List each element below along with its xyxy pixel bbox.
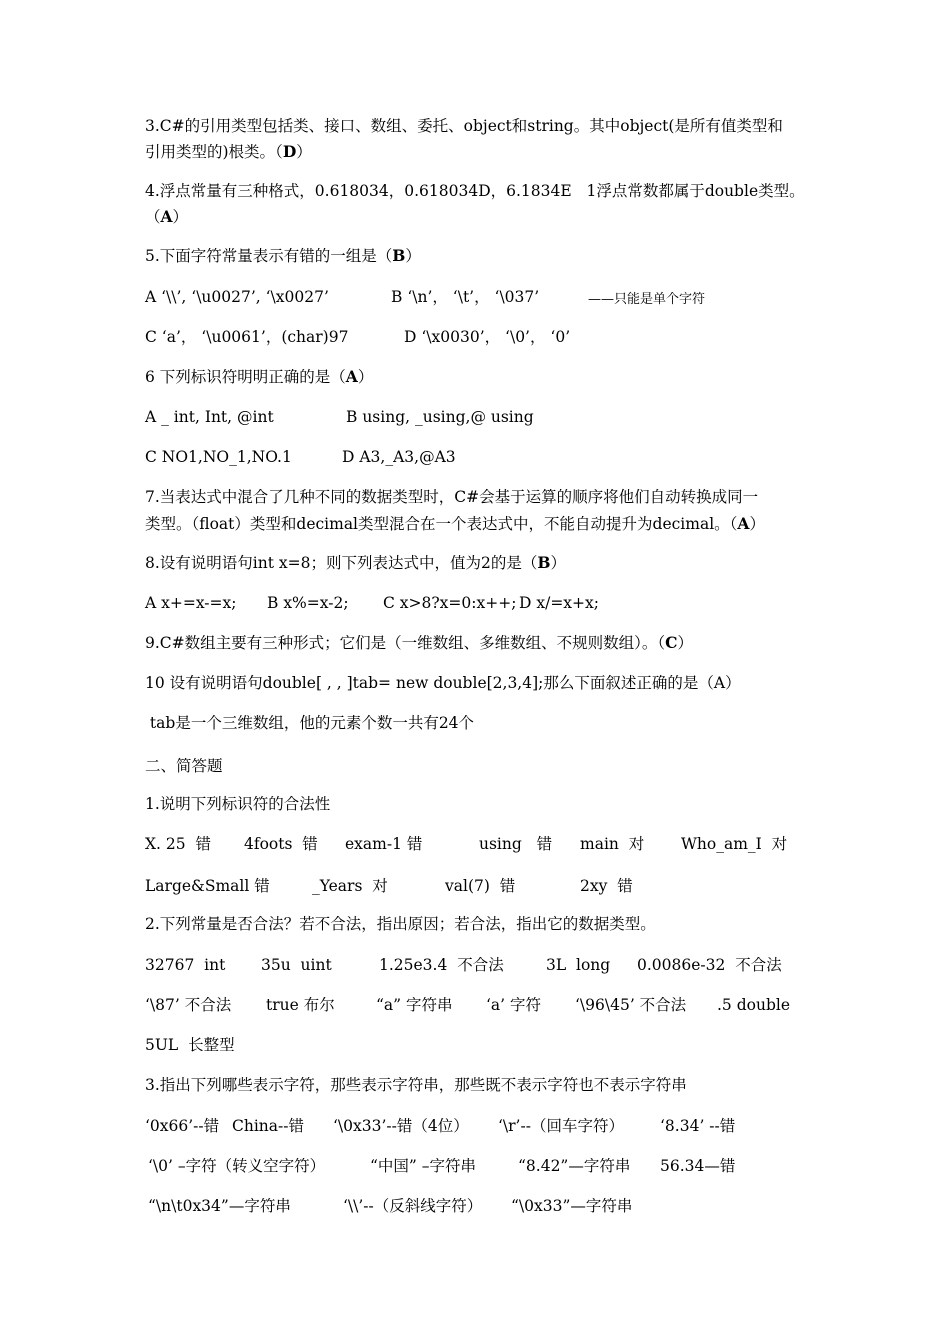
s2-r1-item: 35u uint [261, 956, 332, 974]
q9-close: ） [677, 634, 693, 652]
q6-option-b: B using, _using,@ using [346, 408, 534, 426]
s2-r2-item: ‘\87’ 不合法 [145, 996, 232, 1014]
q8-close: ） [550, 554, 566, 572]
s1-r2-item: val(7) 错 [445, 877, 516, 895]
s2-r2-item: “a” 字符串 [376, 996, 453, 1014]
q3-line2 [145, 142, 312, 162]
q9-answer: C [665, 633, 678, 652]
s2-r2-item: .5 double [717, 996, 791, 1014]
s2-question: 2.下列常量是否合法？若不合法，指出原因；若合法，指出它的数据类型。 [145, 915, 656, 933]
q8-text: 8.设有说明语句int x=8；则下列表达式中，值为2的是（ [145, 554, 538, 572]
s2-r1-item: 0.0086e-32 不合法 [637, 956, 782, 974]
section-title: 二、简答题 [145, 757, 223, 775]
q5-option-c: C ‘a’， ‘\u0061’，(char)97 [145, 328, 349, 346]
q6-close: ） [357, 368, 374, 386]
s1-question: 1.说明下列标识符的合法性 [145, 795, 331, 813]
s2-r1-item: 1.25e3.4 不合法 [379, 956, 504, 974]
q9-text: 9.C#数组主要有三种形式；它们是（一维数组、多维数组、不规则数组）。（ [145, 634, 666, 652]
q10-answer: tab是一个三维数组，他的元素个数一共有24个 [145, 714, 475, 732]
s1-r2-item: Large&Small 错 [145, 877, 270, 895]
s3-r3-item: “\n\t0x34”—字符串 [148, 1197, 291, 1215]
s2-r2-item: ‘a’ 字符 [486, 996, 542, 1014]
q3-close: ） [296, 143, 312, 161]
q5-option-a: A ‘\\’, ‘\u0027’, ‘\x0027’ [145, 288, 329, 306]
s1-r1-item: main 对 [580, 835, 645, 853]
q8-question [145, 553, 566, 573]
q8-answer: B [537, 553, 551, 572]
q6-question [145, 367, 373, 387]
s3-r1-item: China--错 [232, 1117, 304, 1135]
q5-note: ——只能是单个字符 [588, 292, 706, 307]
s1-r1-item: 4foots 错 [244, 835, 318, 853]
s3-r3-item: ‘\\’--（反斜线字符） [343, 1197, 483, 1215]
q7-line1: 7.当表达式中混合了几种不同的数据类型时，C#会基于运算的顺序将他们自动转换成同一 [145, 488, 759, 506]
s3-r1-item: ‘8.34’ --错 [660, 1117, 736, 1135]
s2-r1-item: 32767 int [145, 956, 226, 974]
s3-r2-item: ‘\0’ –字符（转义空字符） [148, 1157, 326, 1175]
s1-r1-item: using 错 [479, 835, 553, 853]
q8-option-b: B x%=x-2; [267, 594, 349, 612]
s3-r1-item: ‘\r’--（回车字符） [498, 1117, 624, 1135]
q3-line1: 3.C#的引用类型包括类、接口、数组、委托、object和string。其中object(是所有值类型和 [145, 117, 783, 135]
q8-option-a: A x+=x-=x; [145, 594, 237, 612]
s3-r1-item: ‘0x66’--错 [145, 1117, 220, 1135]
q9-question [145, 633, 693, 653]
q6-option-a: A _ int, Int, @int [145, 408, 274, 426]
q5-question [145, 246, 421, 266]
q8-option-d: D x/=x+x; [519, 594, 599, 612]
s1-r2-item: 2xy 错 [580, 877, 633, 895]
q10-question: 10 设有说明语句double[ , , ]tab= new double[2,3,4];那么下面叙述正确的是（A） [145, 674, 741, 692]
s2-r3-item: 5UL 长整型 [145, 1036, 235, 1054]
s1-r2-item: _Years 对 [312, 877, 388, 895]
q7-text: 类型。（float）类型和decimal类型混合在一个表达式中，不能自动提升为decimal。（ [145, 515, 738, 533]
s3-r1-item: ‘\0x33’--错（4位） [333, 1117, 469, 1135]
q4-answer: A [160, 207, 173, 226]
q5-answer: B [392, 246, 406, 265]
q6-answer: A [345, 367, 358, 386]
s1-r1-item: X. 25 错 [145, 835, 211, 853]
q6-text: 6 下列标识符明明正确的是（ [145, 368, 346, 386]
q3-answer: D [282, 142, 297, 161]
q4-close: ） [172, 208, 189, 226]
s2-r2-item: true 布尔 [266, 996, 335, 1014]
q4-line2 [145, 207, 188, 227]
q4-line1: 4.浮点常量有三种格式，0.618034，0.618034D，6.1834E 1浮点常数都属于double类型。 [145, 182, 805, 200]
s3-question: 3.指出下列哪些表示字符，那些表示字符串，那些既不表示字符也不表示字符串 [145, 1076, 687, 1094]
q6-option-c: C NO1,NO_1,NO.1 [145, 448, 292, 466]
s2-r1-item: 3L long [546, 956, 611, 974]
q6-option-d: D A3,_A3,@A3 [342, 448, 456, 466]
q7-answer: A [737, 514, 750, 533]
s3-r2-item: 56.34—错 [660, 1157, 736, 1175]
s3-r2-item: “中国” –字符串 [370, 1157, 477, 1175]
q5-close: ） [405, 247, 421, 265]
s1-r1-item: Who_am_I 对 [681, 835, 788, 853]
s2-r2-item: ‘\96\45’ 不合法 [575, 996, 687, 1014]
q7-line2 [145, 514, 765, 534]
s3-r2-item: “8.42”—字符串 [518, 1157, 631, 1175]
q4-open: （ [145, 208, 161, 226]
q5-option-b: B ‘\n’， ‘\t’， ‘\037’ [391, 288, 540, 306]
q5-option-d: D ‘\x0030’， ‘\0’， ‘0’ [404, 328, 571, 346]
q3-text: 引用类型的)根类。（ [145, 143, 283, 161]
q7-close: ） [749, 515, 765, 533]
s1-r1-item: exam-1 错 [345, 835, 423, 853]
s3-r3-item: “\0x33”—字符串 [511, 1197, 633, 1215]
q5-text: 5.下面字符常量表示有错的一组是（ [145, 247, 393, 265]
q8-option-c: C x>8?x=0:x++; [383, 594, 517, 612]
